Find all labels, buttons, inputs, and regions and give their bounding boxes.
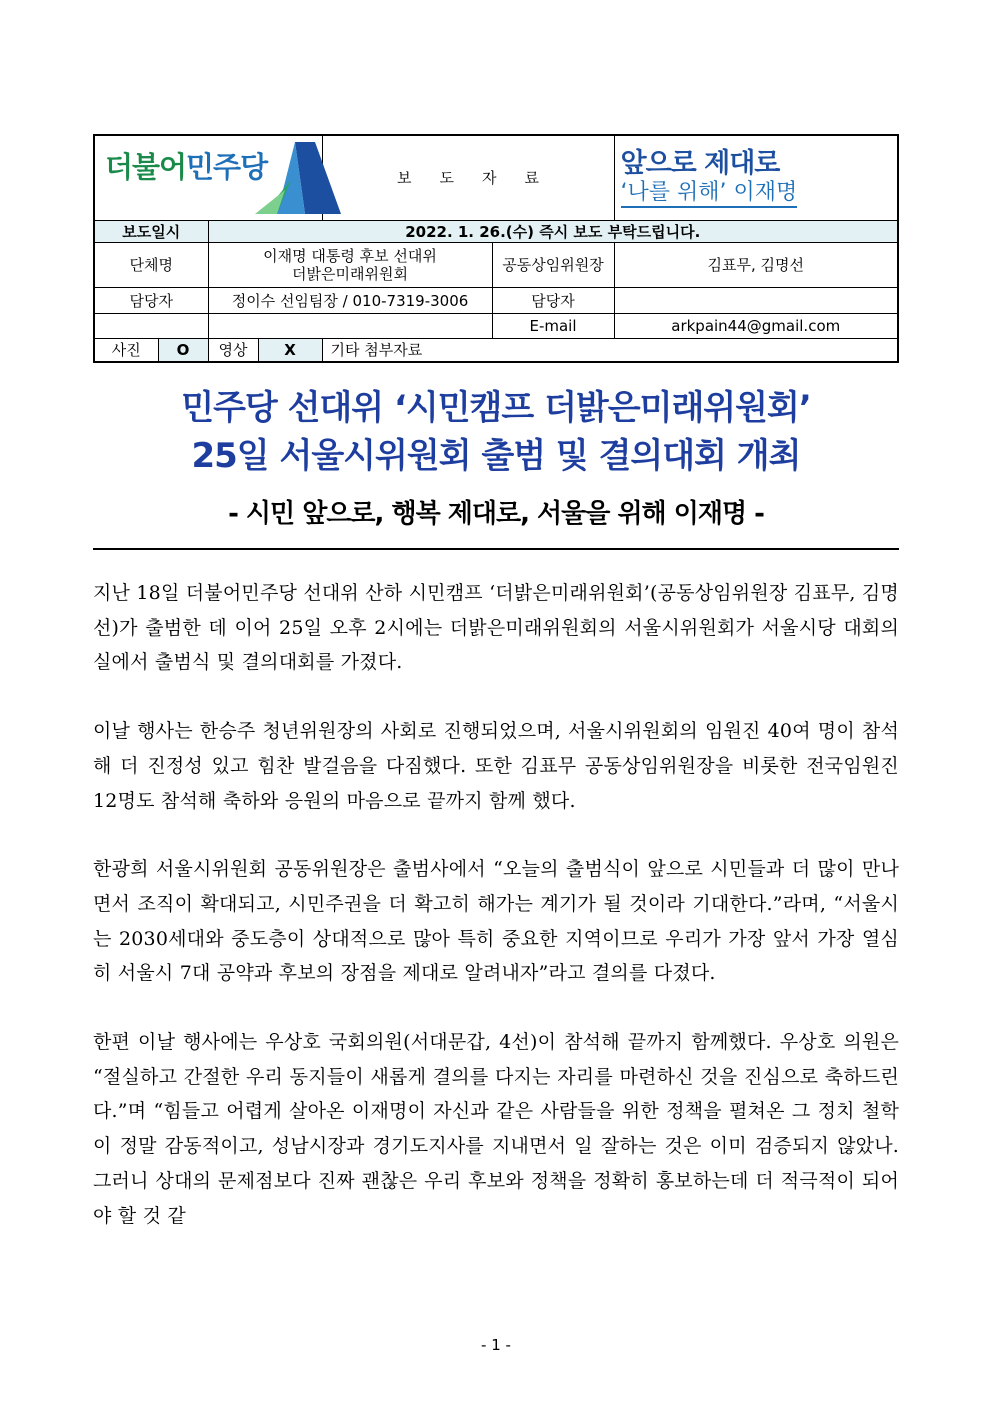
paragraph-4: 한편 이날 행사에는 우상호 국회의원(서대문갑, 4선)이 참석해 끝까지 함께했다. 우상호 의원은 “절실하고 간절한 우리 동지들이 새롭게 결의를 다지는 자리를 마련하신 것을 진심으로 축하드린다.”며 “힘들고 어렵게 살아온 이재명이 자신과 같은 사람들을 위한 정책을 펼쳐온 그 정치 철학이 정말 감동적이고, 성남시장과 경기도지사를 지내면서 일 잘하는 것은 이미 검증되지 않았나. 그러니 상대의 문제점보다 진짜 괜찮은 우리 후보와 정책을 정확히 홍보하는데 더 적극적이 되어야 할 것 같 (93, 1031, 899, 1227)
release-date-label: 보도일시 (94, 221, 208, 243)
article-body (93, 576, 899, 1267)
release-date-value: 2022. 1. 26.(수) 즉시 보도 부탁드립니다. (208, 221, 898, 243)
contact-label: 담당자 (94, 288, 208, 314)
photo-label: 사진 (94, 339, 158, 363)
video-label: 영상 (208, 339, 258, 363)
cochair-value: 김표무, 김명선 (614, 243, 898, 288)
photo-value: O (158, 339, 208, 363)
press-release-title: 보도자료 (322, 135, 614, 221)
slogan-line-2: ‘나를 위해’ 이재명 (621, 180, 798, 208)
contact2-label: 담당자 (492, 288, 614, 314)
contact2-value (614, 288, 898, 314)
email-value[interactable]: arkpain44@gmail.com (614, 314, 898, 339)
divider (93, 548, 899, 550)
headline-line-1: 민주당 선대위 ‘시민캠프 더밝은미래위원회’ (181, 388, 811, 428)
slogan-line-1: 앞으로 제대로 (620, 148, 780, 179)
organization-line-2: 더밝은미래위원회 (292, 265, 408, 283)
paragraph-3: 한광희 서울시위원회 공동위원장은 출범사에서 “오늘의 출범식이 앞으로 시민들과 더 많이 만나면서 조직이 확대되고, 시민주권을 더 확고히 해가는 계기가 될 것이라 기대한다.”라며, “서울시는 2030세대와 중도층이 상대적으로 많아 특히 중요한 지역이므로 우리가 가장 앞서 가장 열심히 서울시 7대 공약과 후보의 장점을 제대로 알려내자”라고 결의를 다졌다. (93, 858, 899, 985)
page-number: - 1 - (481, 1336, 511, 1354)
organization-label: 단체명 (94, 243, 208, 288)
video-value: X (258, 339, 322, 363)
subheading: - 시민 앞으로, 행복 제대로, 서울을 위해 이재명 - (228, 499, 764, 529)
press-info-table (93, 134, 899, 363)
email-label: E-mail (492, 314, 614, 339)
organization-line-1: 이재명 대통령 후보 선대위 (263, 247, 437, 265)
empty-cell (94, 314, 208, 339)
empty-cell (208, 314, 492, 339)
party-logo-text: 더불어민주당 (105, 150, 268, 184)
headline-line-2: 25일 서울시위원회 출범 및 결의대회 개최 (191, 436, 801, 476)
party-logo (94, 135, 322, 221)
party-emblem-icon (255, 140, 341, 214)
other-attachments-label: 기타 첨부자료 (322, 339, 898, 363)
organization-value (208, 243, 492, 288)
contact-value: 정이수 선임팀장 / 010-7319-3006 (208, 288, 492, 314)
campaign-slogan (614, 135, 898, 221)
paragraph-1: 지난 18일 더불어민주당 선대위 산하 시민캠프 ‘더밝은미래위원회’(공동상임위원장 김표무, 김명선)가 출범한 데 이어 25일 오후 2시에는 더밝은미래위원회의 서울시위원회가 서울시당 대회의실에서 출범식 및 결의대회를 가졌다. (93, 582, 899, 674)
paragraph-2: 이날 행사는 한승주 청년위원장의 사회로 진행되었으며, 서울시위원회의 임원진 40여 명이 참석해 더 진정성 있고 힘찬 발걸음을 다짐했다. 또한 김표무 공동상임위원장을 비롯한 전국임원진 12명도 참석해 축하와 응원의 마음으로 끝까지 함께 했다. (93, 720, 899, 812)
cochair-label: 공동상임위원장 (492, 243, 614, 288)
